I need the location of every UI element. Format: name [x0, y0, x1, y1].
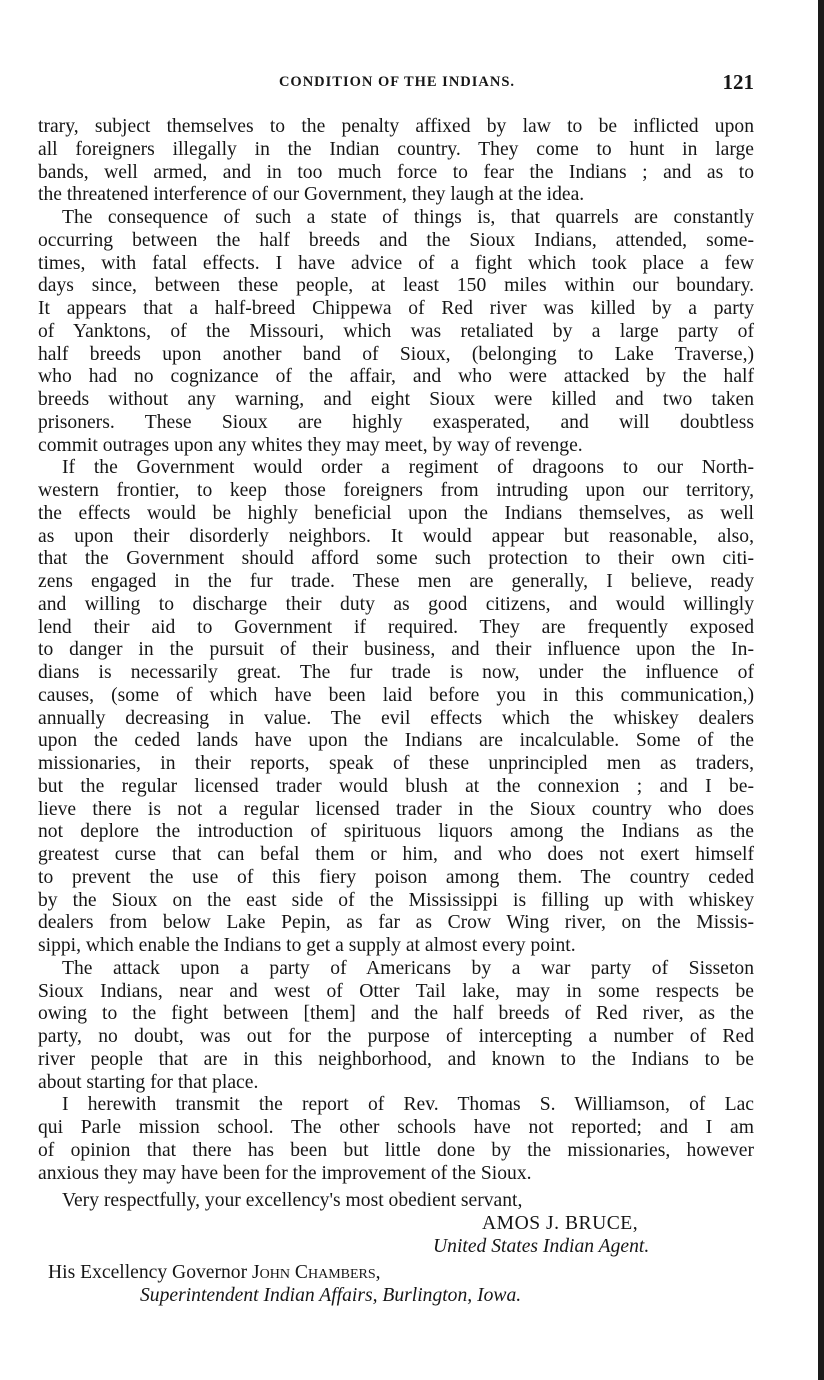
text-line: dealers from below Lake Pepin, as far as Crow Wing river, on the Missis- — [38, 912, 754, 934]
text-line: qui Parle mission school. The other schools have not reported; and I am — [38, 1117, 754, 1138]
text-line: bands, well armed, and in too much force to fear the Indians ; and as to — [38, 161, 754, 183]
text-line: prisoners. These Sioux are highly exasperated, and will doubtless — [38, 411, 754, 433]
text-line: river people that are in this neighborhood, and known to the Indians to be — [38, 1048, 754, 1070]
text-line: days since, between these people, at least 150 miles within our boundary. — [38, 275, 754, 297]
text-line: causes, (some of which have been laid before you in this communication,) — [38, 684, 754, 706]
text-line: and willing to discharge their duty as good citizens, and would willingly — [38, 593, 754, 615]
text-line: upon the ceded lands have upon the Indians are incalculable. Some of the — [38, 730, 754, 752]
text-line: party, no doubt, was out for the purpose of intercepting a number of Red — [38, 1026, 754, 1047]
page-edge — [818, 0, 824, 1380]
text-line: missionaries, in their reports, speak of these unprincipled men as traders, — [38, 753, 754, 774]
text-line: greatest curse that can befal them or him, and who does not exert himself — [38, 844, 754, 865]
paragraph-2 — [38, 207, 754, 457]
paragraph-3 — [38, 457, 754, 958]
page-header — [40, 72, 754, 98]
text-line: of opinion that there has been but little done by the missionaries, however — [38, 1139, 754, 1161]
text-line: as upon their disorderly neighbors. It would appear but reasonable, also, — [38, 525, 754, 547]
text-line: not deplore the introduction of spirituous liquors among the Indians as the — [38, 821, 754, 843]
addressee-name: John Chambers, — [252, 1262, 381, 1283]
text-line: that the Government should afford some such protection to their own citi- — [38, 548, 754, 570]
text-line: lend their aid to Government if required. They are frequently exposed — [38, 616, 754, 638]
text-line: I herewith transmit the report of Rev. Thomas S. Williamson, of Lac — [62, 1094, 754, 1116]
text-line: times, with fatal effects. I have advice of a fight which took place a few — [38, 252, 754, 274]
text-line: but the regular licensed trader would blush at the connexion ; and I be- — [38, 775, 754, 797]
paragraph-4 — [38, 958, 754, 1095]
text-line: annually decreasing in value. The evil effects which the whiskey dealers — [38, 707, 754, 729]
text-line: to danger in the pursuit of their business, and their influence upon the In- — [38, 639, 754, 661]
text-line: trary, subject themselves to the penalty affixed by law to be inflicted upon — [38, 116, 754, 137]
addressee-title: Superintendent Indian Affairs, Burlington, Iowa. — [140, 1285, 522, 1306]
text-line: breeds without any warning, and eight Sioux were killed and two taken — [38, 389, 754, 410]
text-line: the threatened interference of our Government, they laugh at the idea. — [38, 184, 585, 206]
text-line: owing to the fight between [them] and the half breeds of Red river, as the — [38, 1003, 754, 1025]
text-line: anxious they may have been for the improvement of the Sioux. — [38, 1162, 532, 1184]
text-line: about starting for that place. — [38, 1071, 259, 1093]
text-line: by the Sioux on the east side of the Mississippi is filling up with whiskey — [38, 889, 754, 911]
text-line: The consequence of such a state of things is, that quarrels are constantly — [62, 207, 754, 228]
signer-title: United States Indian Agent. — [433, 1236, 650, 1257]
text-line: half breeds upon another band of Sioux, (belonging to Lake Traverse,) — [38, 343, 754, 365]
text-line: the effects would be highly beneficial upon the Indians themselves, as well — [38, 502, 754, 524]
text-line: all foreigners illegally in the Indian country. They come to hunt in large — [38, 138, 754, 160]
paragraph-5 — [38, 1094, 754, 1185]
signer-name: AMOS J. BRUCE, — [482, 1213, 639, 1234]
text-line: western frontier, to keep those foreigners from intruding upon our territory, — [38, 480, 754, 501]
page-number: 121 — [722, 70, 754, 94]
valediction: Very respectfully, your excellency's most obedient servant, — [62, 1190, 523, 1211]
text-line: to prevent the use of this fiery poison among them. The country ceded — [38, 866, 754, 888]
text-line: It appears that a half-breed Chippewa of Red river was killed by a party — [38, 298, 754, 319]
text-line: If the Government would order a regiment of dragoons to our North- — [62, 457, 754, 479]
addressee-prefix: His Excellency Governor — [48, 1262, 253, 1283]
text-line: dians is necessarily great. The fur trade is now, under the influence of — [38, 662, 754, 683]
text-line: of Yanktons, of the Missouri, which was retaliated by a large party of — [38, 320, 754, 342]
addressee — [48, 1262, 824, 1284]
text-line: sippi, which enable the Indians to get a supply at almost every point. — [38, 935, 576, 956]
body-text — [38, 116, 754, 1185]
text-line: lieve there is not a regular licensed trader in the Sioux country who does — [38, 798, 754, 820]
running-title: CONDITION OF THE INDIANS. — [278, 74, 516, 90]
text-line: The attack upon a party of Americans by a war party of Sisseton — [62, 957, 754, 979]
text-line: who had no cognizance of the affair, and who were attacked by the half — [38, 366, 754, 388]
text-line: zens engaged in the fur trade. These men are generally, I believe, ready — [38, 571, 754, 592]
text-line: Sioux Indians, near and west of Otter Tail lake, may in some respects be — [38, 980, 754, 1002]
text-line: commit outrages upon any whites they may meet, by way of revenge. — [38, 434, 583, 456]
paragraph-1 — [38, 116, 754, 207]
text-line: occurring between the half breeds and the Sioux Indians, attended, some- — [38, 229, 754, 251]
